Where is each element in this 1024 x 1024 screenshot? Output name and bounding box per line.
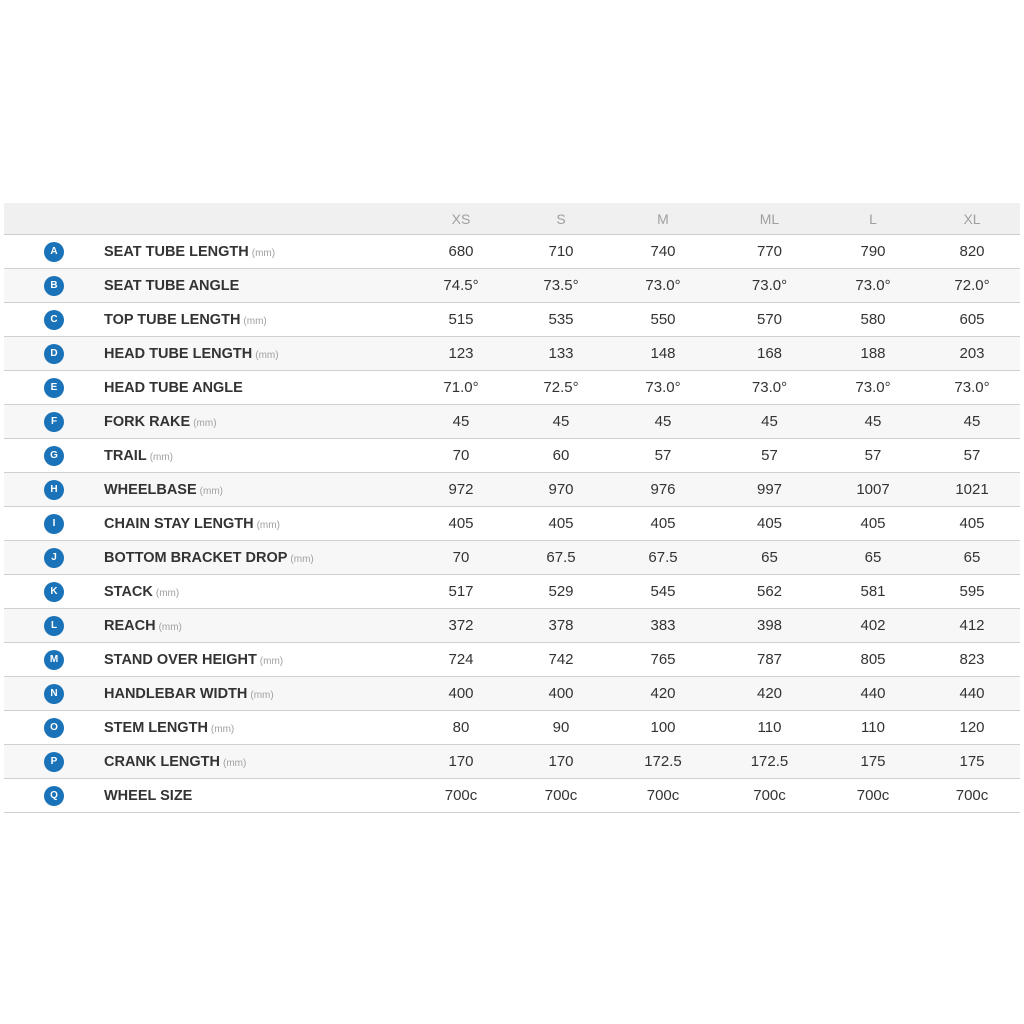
size-header-xs: XS xyxy=(451,210,471,227)
measurement-label: STEM LENGTH xyxy=(104,720,208,736)
value-cell: 175 xyxy=(860,753,886,770)
letter-badge: H xyxy=(44,480,64,500)
size-header-l: L xyxy=(869,210,877,227)
letter-badge: N xyxy=(44,684,64,704)
value-cell: 405 xyxy=(448,515,474,532)
value-cell: 570 xyxy=(756,311,783,328)
table-row xyxy=(4,473,1020,507)
value-cell: 90 xyxy=(552,719,570,736)
value-cell: 515 xyxy=(448,311,474,328)
value-cell: 787 xyxy=(756,651,783,668)
value-cell: 605 xyxy=(959,311,985,328)
value-cell: 770 xyxy=(756,243,783,260)
value-cell: 550 xyxy=(650,311,676,328)
measurement-label: TRAIL xyxy=(104,448,147,464)
letter-cell xyxy=(4,616,104,636)
unit-label: (mm) xyxy=(199,486,223,497)
table-row xyxy=(4,269,1020,303)
measurement-label-cell xyxy=(104,481,409,498)
value-cell: 73.0° xyxy=(751,379,788,396)
size-header-ml: ML xyxy=(759,210,780,227)
value-cell: 440 xyxy=(959,685,985,702)
measurement-label-cell xyxy=(104,277,409,294)
measurement-label: CRANK LENGTH xyxy=(104,754,220,770)
value-cell: 545 xyxy=(650,583,676,600)
value-cell: 65 xyxy=(761,549,778,566)
measurement-label-cell xyxy=(104,345,409,362)
measurement-label: WHEEL SIZE xyxy=(104,788,193,804)
unit-label: (mm) xyxy=(290,554,314,565)
table-row xyxy=(4,337,1020,371)
measurement-label-cell xyxy=(104,413,409,430)
value-cell: 405 xyxy=(860,515,886,532)
measurement-label-cell xyxy=(104,549,409,566)
table-row xyxy=(4,541,1020,575)
value-cell: 45 xyxy=(761,413,778,430)
value-cell: 120 xyxy=(959,719,985,736)
value-cell: 172.5 xyxy=(644,753,682,770)
value-cell: 148 xyxy=(650,345,676,362)
size-header-s: S xyxy=(556,210,566,227)
letter-cell xyxy=(4,310,104,330)
value-cell: 110 xyxy=(861,719,885,736)
value-cell: 710 xyxy=(548,243,574,260)
letter-cell xyxy=(4,684,104,704)
value-cell: 73.0° xyxy=(645,277,681,294)
value-cell: 170 xyxy=(448,753,474,770)
letter-cell xyxy=(4,752,104,772)
letter-badge: D xyxy=(44,344,64,364)
value-cell: 172.5 xyxy=(750,753,789,770)
value-cell: 405 xyxy=(756,515,783,532)
value-cell: 820 xyxy=(959,243,985,260)
value-cell: 67.5 xyxy=(546,549,576,566)
measurement-label: HEAD TUBE ANGLE xyxy=(104,380,243,396)
letter-cell xyxy=(4,514,104,534)
unit-label: (mm) xyxy=(149,452,174,463)
letter-badge: J xyxy=(44,548,64,568)
value-cell: 72.5° xyxy=(543,379,579,396)
value-cell: 72.0° xyxy=(954,277,990,294)
value-cell: 71.0° xyxy=(443,379,479,396)
measurement-label: REACH xyxy=(104,618,156,634)
letter-badge: P xyxy=(44,752,64,772)
value-cell: 440 xyxy=(860,685,886,702)
letter-badge: B xyxy=(44,276,64,296)
value-cell: 405 xyxy=(548,515,574,532)
letter-badge: K xyxy=(44,582,64,602)
value-cell: 535 xyxy=(548,311,574,328)
measurement-label: SEAT TUBE ANGLE xyxy=(104,278,240,294)
value-cell: 45 xyxy=(963,413,981,430)
value-cell: 997 xyxy=(756,481,783,498)
measurement-label: FORK RAKE xyxy=(104,414,191,430)
letter-badge: L xyxy=(44,616,64,636)
measurement-label-cell xyxy=(104,379,409,396)
value-cell: 398 xyxy=(756,617,783,634)
value-cell: 700c xyxy=(444,787,478,804)
value-cell: 45 xyxy=(552,413,570,430)
letter-cell xyxy=(4,650,104,670)
measurement-label-cell xyxy=(104,311,409,328)
letter-badge: O xyxy=(44,718,64,738)
letter-cell xyxy=(4,276,104,296)
value-cell: 1007 xyxy=(856,481,890,498)
value-cell: 529 xyxy=(548,583,574,600)
unit-label: (mm) xyxy=(193,418,217,429)
unit-label: (mm) xyxy=(250,690,274,701)
value-cell: 400 xyxy=(448,685,474,702)
value-cell: 372 xyxy=(448,617,474,634)
letter-cell xyxy=(4,446,104,466)
value-cell: 65 xyxy=(963,549,981,566)
letter-cell xyxy=(4,242,104,262)
table-row xyxy=(4,609,1020,643)
measurement-label-cell xyxy=(104,787,409,804)
measurement-label-cell xyxy=(104,651,409,668)
size-header-xl: XL xyxy=(963,210,981,227)
value-cell: 45 xyxy=(864,413,882,430)
letter-badge: G xyxy=(44,446,64,466)
unit-label: (mm) xyxy=(259,656,284,667)
size-header-m: M xyxy=(657,210,669,227)
value-cell: 65 xyxy=(864,549,882,566)
letter-badge: A xyxy=(44,242,64,262)
value-cell: 73.0° xyxy=(855,277,891,294)
unit-label: (mm) xyxy=(251,248,276,259)
value-cell: 70 xyxy=(452,447,470,464)
measurement-label-cell xyxy=(104,243,409,260)
measurement-label: CHAIN STAY LENGTH xyxy=(104,516,254,532)
measurement-label: SEAT TUBE LENGTH xyxy=(104,244,249,260)
value-cell: 73.0° xyxy=(751,277,788,294)
value-cell: 170 xyxy=(548,753,574,770)
value-cell: 73.0° xyxy=(645,379,681,396)
value-cell: 790 xyxy=(860,243,886,260)
value-cell: 972 xyxy=(448,481,474,498)
unit-label: (mm) xyxy=(255,350,279,361)
value-cell: 740 xyxy=(650,243,676,260)
value-cell: 175 xyxy=(959,753,985,770)
value-cell: 700c xyxy=(856,787,890,804)
unit-label: (mm) xyxy=(243,316,267,327)
measurement-label-cell xyxy=(104,719,409,736)
value-cell: 970 xyxy=(548,481,574,498)
value-cell: 405 xyxy=(650,515,676,532)
value-cell: 402 xyxy=(860,617,886,634)
table-row xyxy=(4,303,1020,337)
measurement-label: HANDLEBAR WIDTH xyxy=(104,686,248,702)
value-cell: 123 xyxy=(448,345,474,362)
letter-cell xyxy=(4,344,104,364)
value-cell: 57 xyxy=(761,447,778,464)
measurement-label-cell xyxy=(104,583,409,600)
value-cell: 562 xyxy=(756,583,783,600)
measurement-label-cell xyxy=(104,685,409,702)
value-cell: 420 xyxy=(756,685,783,702)
measurement-label: STACK xyxy=(104,584,153,600)
value-cell: 724 xyxy=(448,651,474,668)
table-row xyxy=(4,371,1020,405)
letter-cell xyxy=(4,718,104,738)
unit-label: (mm) xyxy=(223,758,247,769)
value-cell: 57 xyxy=(864,447,882,464)
value-cell: 57 xyxy=(963,447,981,464)
letter-badge: M xyxy=(44,650,64,670)
value-cell: 168 xyxy=(756,345,783,362)
letter-badge: I xyxy=(44,514,64,534)
value-cell: 680 xyxy=(448,243,474,260)
value-cell: 700c xyxy=(753,787,786,804)
value-cell: 45 xyxy=(452,413,470,430)
measurement-label: STAND OVER HEIGHT xyxy=(104,652,257,668)
value-cell: 45 xyxy=(654,413,672,430)
size-header-row xyxy=(4,203,1020,235)
table-row xyxy=(4,235,1020,269)
value-cell: 400 xyxy=(548,685,574,702)
value-cell: 74.5° xyxy=(443,277,479,294)
table-row xyxy=(4,507,1020,541)
measurement-label: HEAD TUBE LENGTH xyxy=(104,346,253,362)
value-cell: 420 xyxy=(650,685,676,702)
value-cell: 73.5° xyxy=(543,277,579,294)
measurement-label-cell xyxy=(104,515,409,532)
letter-cell xyxy=(4,786,104,806)
unit-label: (mm) xyxy=(158,622,182,633)
value-cell: 805 xyxy=(860,651,886,668)
value-cell: 595 xyxy=(959,583,985,600)
measurement-label: WHEELBASE xyxy=(104,482,197,498)
measurement-label-cell xyxy=(104,753,409,770)
letter-badge: Q xyxy=(44,786,64,806)
measurement-label-cell xyxy=(104,447,409,464)
letter-cell xyxy=(4,582,104,602)
measurement-label: TOP TUBE LENGTH xyxy=(104,312,241,328)
table-row xyxy=(4,779,1020,813)
measurement-label: BOTTOM BRACKET DROP xyxy=(104,550,288,566)
letter-cell xyxy=(4,412,104,432)
value-cell: 188 xyxy=(860,345,886,362)
table-row xyxy=(4,677,1020,711)
table-row xyxy=(4,439,1020,473)
table-row xyxy=(4,575,1020,609)
value-cell: 383 xyxy=(650,617,676,634)
value-cell: 378 xyxy=(548,617,574,634)
letter-badge: E xyxy=(44,378,64,398)
letter-badge: C xyxy=(44,310,64,330)
value-cell: 405 xyxy=(959,515,985,532)
table-row xyxy=(4,711,1020,745)
value-cell: 57 xyxy=(654,447,672,464)
value-cell: 203 xyxy=(959,345,985,362)
value-cell: 60 xyxy=(552,447,570,464)
table-row xyxy=(4,643,1020,677)
value-cell: 80 xyxy=(452,719,470,736)
value-cell: 976 xyxy=(650,481,676,498)
value-cell: 700c xyxy=(646,787,680,804)
value-cell: 70 xyxy=(452,549,470,566)
measurement-label-cell xyxy=(104,617,409,634)
value-cell: 581 xyxy=(860,583,886,600)
letter-cell xyxy=(4,480,104,500)
value-cell: 73.0° xyxy=(954,379,990,396)
value-cell: 700c xyxy=(544,787,578,804)
table-body xyxy=(4,235,1020,813)
value-cell: 580 xyxy=(860,311,886,328)
unit-label: (mm) xyxy=(155,588,180,599)
value-cell: 73.0° xyxy=(855,379,891,396)
letter-cell xyxy=(4,548,104,568)
table-row xyxy=(4,745,1020,779)
value-cell: 100 xyxy=(650,719,676,736)
value-cell: 67.5 xyxy=(648,549,678,566)
geometry-table xyxy=(4,203,1020,813)
value-cell: 700c xyxy=(955,787,989,804)
unit-label: (mm) xyxy=(210,724,235,735)
value-cell: 1021 xyxy=(955,481,989,498)
value-cell: 823 xyxy=(959,651,985,668)
letter-cell xyxy=(4,378,104,398)
value-cell: 110 xyxy=(757,719,782,736)
value-cell: 412 xyxy=(959,617,985,634)
value-cell: 765 xyxy=(650,651,676,668)
unit-label: (mm) xyxy=(256,520,280,531)
value-cell: 742 xyxy=(548,651,574,668)
value-cell: 133 xyxy=(548,345,574,362)
letter-badge: F xyxy=(44,412,64,432)
value-cell: 517 xyxy=(448,583,474,600)
table-row xyxy=(4,405,1020,439)
